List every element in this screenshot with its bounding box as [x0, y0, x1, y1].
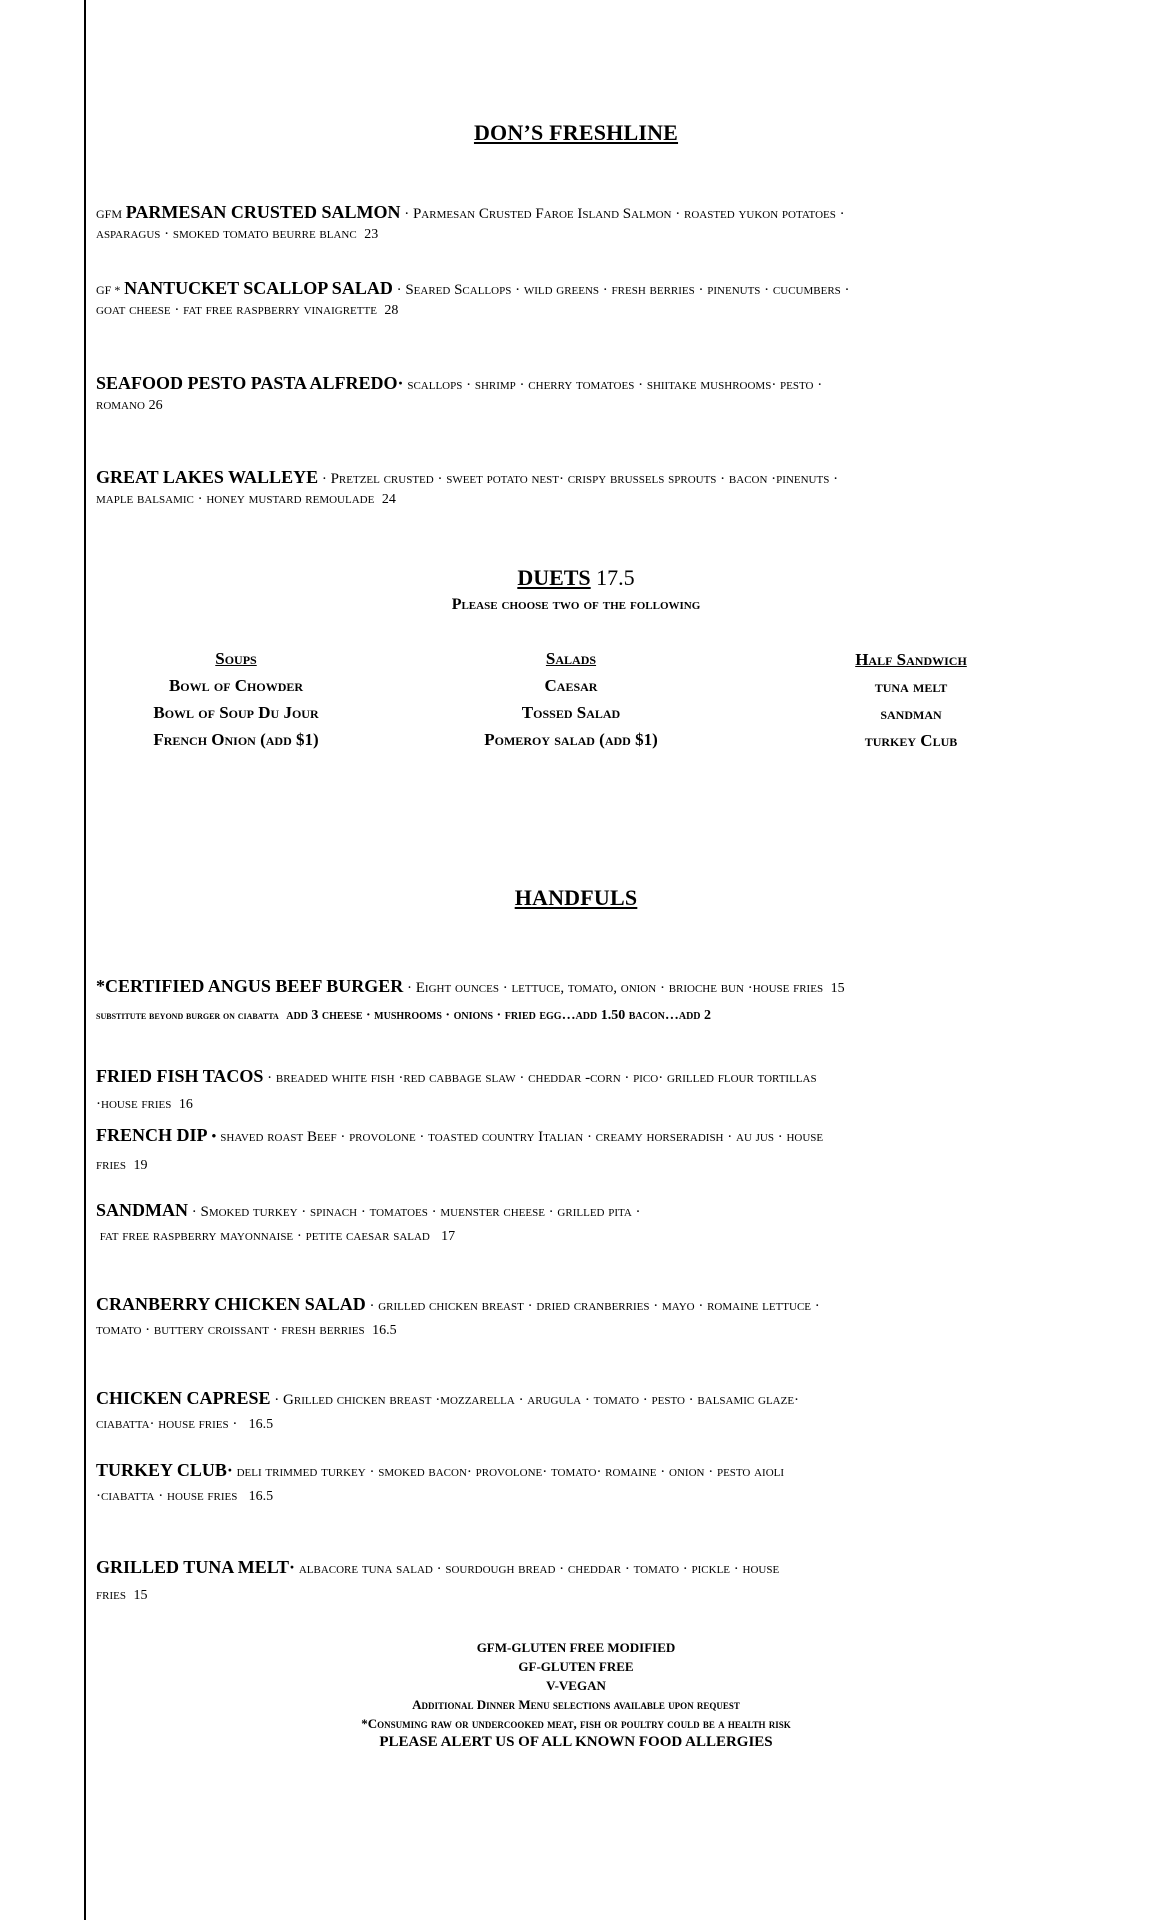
menu-item-cranberry-chicken-salad [96, 1292, 1056, 1343]
column-heading: Half Sandwich [855, 650, 967, 669]
column-heading: Soups [215, 649, 257, 668]
duets-column-salads [451, 645, 691, 753]
item-description: · breaded white fish ·red cabbage slaw · cheddar -corn · pico· grilled flour tortillas [267, 1070, 817, 1086]
burger-substitute-note: substitute beyond burger on ciabatta [96, 1010, 279, 1022]
item-name: SANDMAN [96, 1200, 188, 1220]
item-description: · Parmesan Crusted Faroe Island Salmon · roasted yukon potatoes · [404, 206, 845, 222]
legend-v: V-VEGAN [546, 1678, 606, 1693]
item-description-cont: goat cheese · fat free raspberry vinaigrette [96, 302, 377, 318]
item-price: 24 [381, 492, 396, 507]
duets-price: 17.5 [596, 565, 635, 590]
column-item: Caesar [544, 676, 598, 695]
item-name: PARMESAN CRUSTED SALMON [125, 202, 401, 222]
menu-item-chicken-caprese [96, 1386, 1056, 1437]
column-item: Bowl of Chowder [168, 676, 304, 695]
item-description-cont: tomato · buttery croissant · fresh berries [96, 1322, 365, 1338]
duets-subtitle: Please choose two of the following [451, 596, 701, 613]
item-description-cont: ·ciabatta · house fries [96, 1488, 238, 1504]
menu-item-parmesan-salmon [96, 202, 1056, 245]
item-name: *CERTIFIED ANGUS BEEF BURGER [96, 976, 404, 996]
item-description: deli trimmed turkey · smoked bacon· provolone· tomato· romaine · onion · pesto aioli [236, 1464, 785, 1480]
item-price: 26 [148, 398, 163, 413]
item-price: 17 [441, 1229, 456, 1244]
menu-item-turkey-club [96, 1458, 1056, 1509]
item-description-cont: fries [96, 1587, 126, 1603]
column-item: French Onion (add $1) [153, 730, 319, 749]
burger-addons: add 3 cheese · mushrooms · onions · fried egg…add 1.50 bacon…add 2 [286, 1008, 712, 1023]
item-description: · Grilled chicken breast ·mozzarella · arugula · tomato · pesto · balsamic glaze· [274, 1392, 800, 1408]
menu-item-nantucket-scallop-salad [96, 278, 1056, 321]
item-name: CRANBERRY CHICKEN SALAD [96, 1294, 366, 1314]
duets-heading: DUETS [517, 565, 591, 590]
duets-column-half-sandwich [811, 646, 1011, 754]
menu-item-angus-burger [96, 976, 1056, 1026]
diet-tag: GFM [96, 207, 123, 221]
menu-item-great-lakes-walleye [96, 467, 1056, 510]
item-description-cont: fries [96, 1157, 126, 1173]
item-name: GRILLED TUNA MELT· [96, 1557, 296, 1577]
item-name: CHICKEN CAPRESE [96, 1388, 271, 1408]
column-item: Bowl of Soup Du Jour [153, 703, 319, 722]
item-description: albacore tuna salad · sourdough bread · cheddar · tomato · pickle · house [298, 1561, 780, 1577]
column-item: tuna melt [874, 677, 948, 696]
diet-tag: GF * [96, 283, 121, 297]
item-description-cont: maple balsamic · honey mustard remoulade [96, 491, 375, 507]
item-name: FRIED FISH TACOS [96, 1066, 264, 1086]
item-name: SEAFOOD PESTO PASTA ALFREDO· [96, 373, 404, 393]
menu-item-seafood-pesto-pasta [96, 373, 1056, 416]
item-name: TURKEY CLUB· [96, 1460, 233, 1480]
menu-footer [96, 1638, 1056, 1752]
duets-title [96, 565, 1056, 591]
menu-item-fried-fish-tacos [96, 1063, 1056, 1118]
item-description: scallops · shrimp · cherry tomatoes · shiitake mushrooms· pesto · [407, 377, 823, 393]
item-description-cont: ciabatta· house fries · [96, 1416, 238, 1432]
left-margin-rule [84, 0, 86, 1920]
column-item: turkey Club [864, 731, 958, 750]
freshline-title: DON’S FRESHLINE [473, 120, 679, 145]
item-description: · Pretzel crusted · sweet potato nest· crispy brussels sprouts · bacon ·pinenuts · [321, 471, 839, 487]
item-price: 23 [364, 227, 379, 242]
handfuls-title: HANDFULS [514, 885, 638, 910]
menu-item-grilled-tuna-melt [96, 1554, 1056, 1609]
item-price: 16.5 [372, 1323, 397, 1338]
menu-item-french-dip [96, 1121, 1056, 1180]
item-name: NANTUCKET SCALLOP SALAD [124, 278, 393, 298]
dinner-menu-note: Additional Dinner Menu selections available upon request [412, 1697, 740, 1712]
item-price: 15 [133, 1588, 148, 1603]
legend-gf: GF-GLUTEN FREE [518, 1659, 634, 1674]
item-description: · Seared Scallops · wild greens · fresh berries · pinenuts · cucumbers · [396, 282, 850, 298]
item-description: · Eight ounces · lettuce, tomato, onion · brioche bun ·house fries [407, 980, 824, 996]
item-description: • shaved roast Beef · provolone · toasted country Italian · creamy horseradish · au jus · house [211, 1129, 824, 1145]
column-item: Tossed Salad [521, 703, 621, 722]
column-heading: Salads [545, 649, 597, 668]
item-description-cont: fat free raspberry mayonnaise · petite caesar salad [99, 1228, 430, 1244]
allergy-alert: PLEASE ALERT US OF ALL KNOWN FOOD ALLERGIES [379, 1734, 773, 1750]
health-warning: *Consuming raw or undercooked meat, fish or poultry could be a health risk [361, 1716, 791, 1731]
item-price: 16.5 [248, 1417, 274, 1432]
item-price: 16 [178, 1097, 193, 1112]
item-description-cont: asparagus · smoked tomato beurre blanc [96, 226, 357, 242]
column-item: sandman [880, 704, 942, 723]
item-description-cont: romano [96, 397, 145, 413]
item-price: 28 [384, 303, 399, 318]
item-description: · Smoked turkey · spinach · tomatoes · muenster cheese · grilled pita · [191, 1204, 641, 1220]
item-name: GREAT LAKES WALLEYE [96, 467, 319, 487]
item-name: FRENCH DIP [96, 1125, 208, 1145]
item-description: · grilled chicken breast · dried cranberries · mayo · romaine lettuce · [369, 1298, 820, 1314]
item-price: 15 [830, 981, 845, 996]
column-item: Pomeroy salad (add $1) [484, 730, 658, 749]
item-price: 16.5 [248, 1489, 274, 1504]
menu-item-sandman [96, 1198, 1056, 1249]
item-price: 19 [133, 1158, 148, 1173]
duets-column-soups [126, 645, 346, 753]
legend-gfm: GFM-GLUTEN FREE MODIFIED [476, 1640, 676, 1655]
item-description-cont: ·house fries [96, 1096, 172, 1112]
